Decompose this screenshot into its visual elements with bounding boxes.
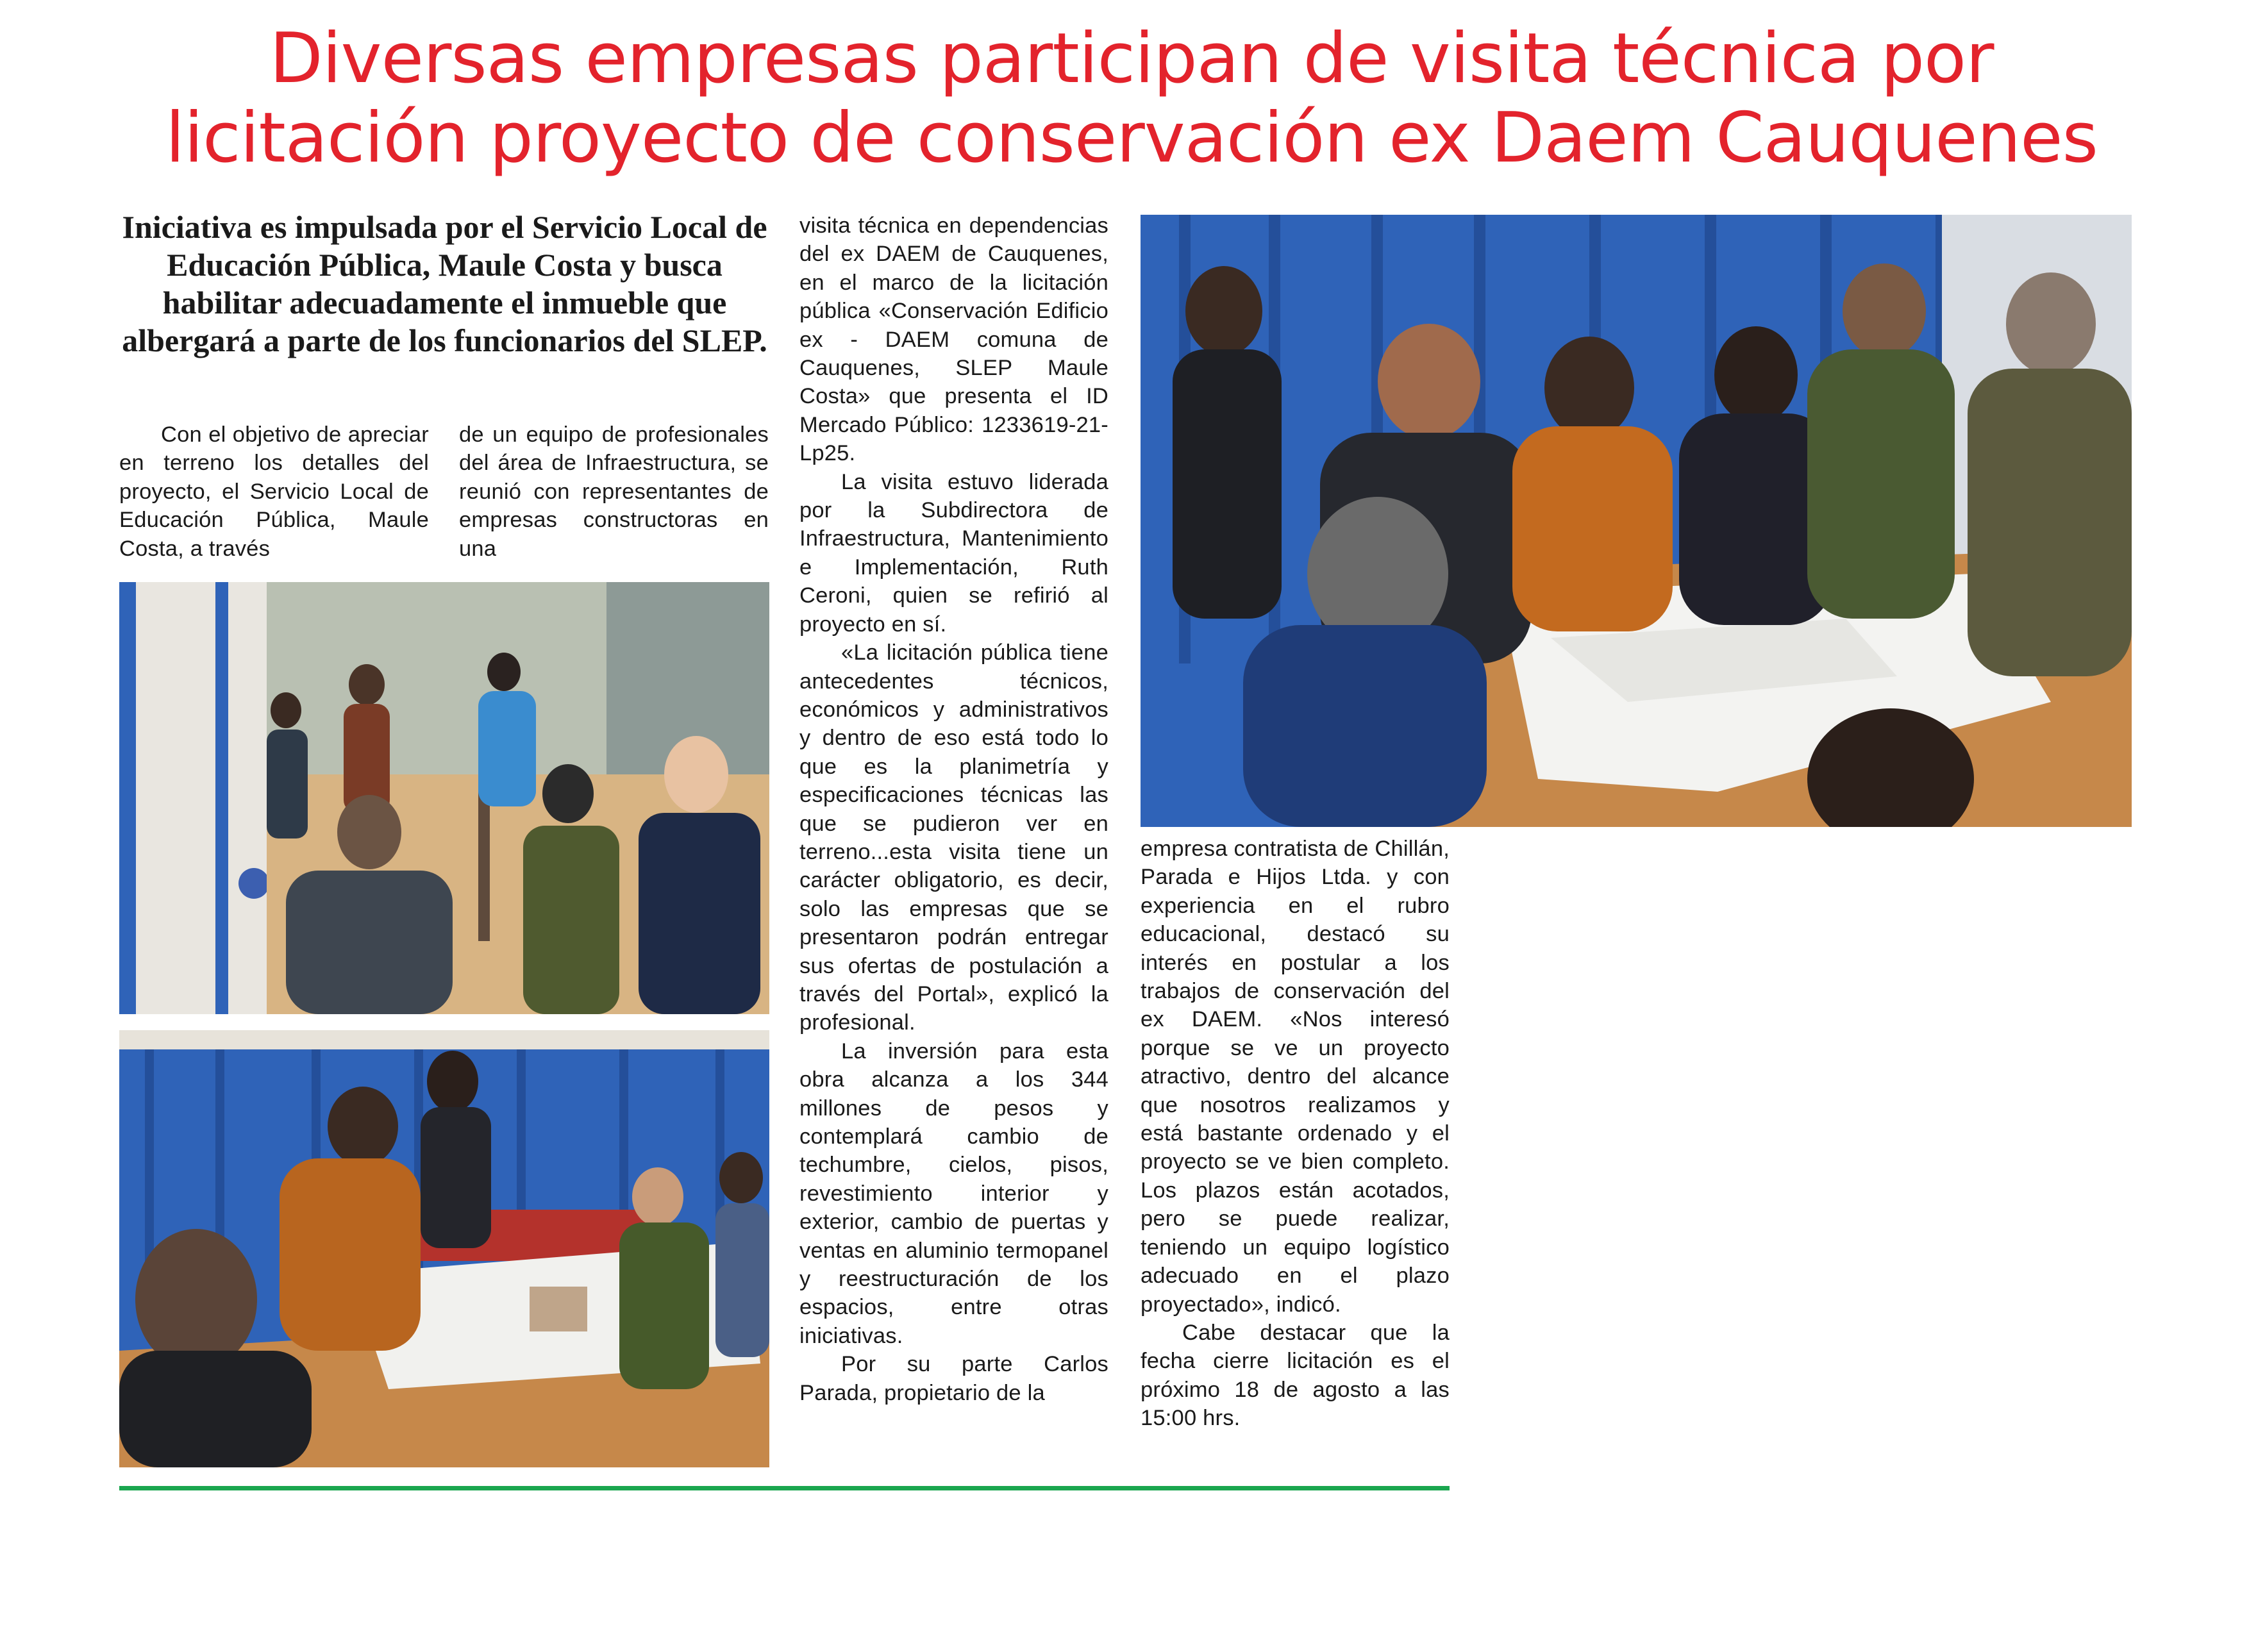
headline-line-2: licitación proyecto de conservación ex Daem Cauquenes [165,98,2098,178]
photo-corridor-visit [119,582,769,1014]
photo-plans-review [119,1030,769,1467]
paragraph: Cabe destacar que la fecha cierre licitación es el próximo 18 de agosto a las 15:00 hrs. [1141,1320,1450,1431]
footer-rule [119,1486,1450,1490]
paragraph: «La licitación pública tiene antecedentes técnicos, económicos y administrativos y dentro de eso está todo lo que es la planimetría y especificaciones técnicas las que se pudieron ver en terreno...esta visita tiene un carácter obligatorio, es decir, solo las empresas que se presentaron podrán entregar sus ofertas de postulación a través del Portal», explicó la profesional. [799,640,1108,1035]
headline-line-1: Diversas empresas participan de visita técnica por [269,19,1994,99]
body-column-3 [799,212,1108,1407]
paragraph: visita técnica en dependencias del ex DAEM de Cauquenes, en el marco de la licitación pública «Conservación Edificio ex - DAEM comuna de Cauquenes, SLEP Maule Costa» que presenta el ID Mercado Público: 1233619-21-Lp25. [799,213,1108,466]
paragraph: La inversión para esta obra alcanza a los 344 millones de pesos y contemplará cambio de techumbre, cielos, pisos, revestimiento interior y exterior, cambio de puertas y ventas en aluminio termopanel y reestructuración de los espacios, entre otras iniciativas. [799,1039,1108,1348]
paragraph: Por su parte Carlos Parada, propietario de la [799,1352,1108,1405]
headline [96,19,2167,178]
body-column-4 [1141,835,1450,1433]
paragraph: empresa contratista de Chillán, Parada e Hijos Ltda. y con experiencia en el rubro educacional, destacó su interés en postular a los trabajos de conservación del ex DAEM. «Nos interesó porque se ve un proyecto atractivo, dentro del alcance que nosotros realizamos y está bastante ordenado y el proyecto se ve bien completo. Los plazos están acotados, pero se puede realizar, teniendo un equipo logístico adecuado en el plazo proyectado», indicó. [1141,837,1450,1317]
body-column-1 [119,421,429,563]
paragraph: La visita estuvo liderada por la Subdirectora de Infraestructura, Mantenimiento e Implementación, Ruth Ceroni, quien se refirió al proyecto en sí. [799,469,1108,637]
photo-main-illustration [1141,215,2132,827]
photo-blueprints-table [1141,215,2132,827]
photo-corridor-illustration [119,582,769,1014]
deck-summary: Iniciativa es impulsada por el Servicio Local de Educación Pública, Maule Costa y busca habilitar adecuadamente el inmueble que albergará a parte de los funcionarios del SLEP. [122,209,767,358]
photo-plans-illustration [119,1030,769,1467]
body-column-2 [459,421,769,563]
paragraph: de un equipo de profesionales del área de Infraestructura, se reunió con representantes de empresas constructoras en una [459,422,769,561]
paragraph: Con el objetivo de apreciar en terreno los detalles del proyecto, el Servicio Local de Educación Pública, Maule Costa, a través [119,422,429,561]
